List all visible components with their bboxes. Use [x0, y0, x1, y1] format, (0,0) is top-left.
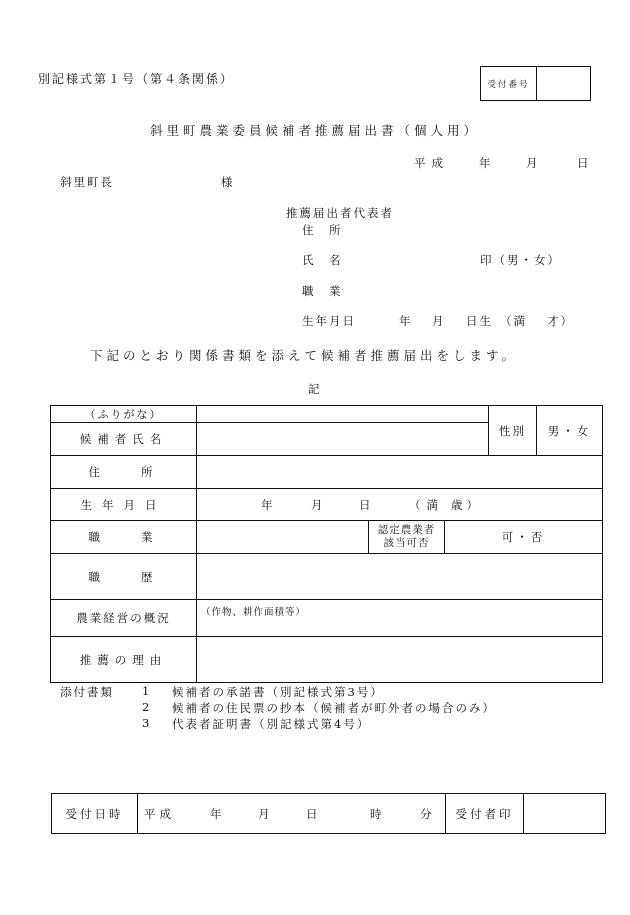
- attachment-num-3: 3: [142, 716, 150, 730]
- date-year: 年: [479, 156, 491, 170]
- date-era: 平成: [414, 156, 449, 170]
- submitter-address-label: 住 所: [302, 223, 343, 237]
- attachment-num-1: 1: [142, 684, 150, 698]
- submitter-heading: 推薦届出者代表者: [286, 206, 394, 220]
- submitter-birth-day: 日生: [466, 314, 493, 328]
- form-number: 別記様式第１号（第４条関係）: [38, 72, 235, 86]
- received-datetime-field[interactable]: [138, 794, 446, 834]
- receipt-number-label: 受付番号: [481, 67, 537, 101]
- submitter-seal-sex: 印（男・女）: [480, 253, 561, 267]
- reason-field[interactable]: [197, 637, 603, 683]
- farm-overview-note: （作物、耕作面積等）: [201, 607, 307, 618]
- farm-overview-field[interactable]: [197, 600, 603, 637]
- career-label: 職 歴: [51, 554, 197, 600]
- receiver-seal-label: 受付者印: [446, 794, 524, 834]
- attachment-num-2: 2: [142, 700, 150, 714]
- birth-age-open: （満: [409, 497, 444, 512]
- addressee-name: 斜里町長: [60, 175, 114, 189]
- submitter-name-label: 氏 名: [302, 253, 343, 267]
- certified-farmer-line1: 認定農業者: [377, 524, 436, 536]
- received-month: 月: [258, 806, 270, 821]
- statement: 下記のとおり関係書類を添えて候補者推薦届出をします。: [90, 348, 519, 363]
- certified-farmer-value[interactable]: 可・否: [445, 521, 603, 554]
- candidate-table: [50, 405, 603, 683]
- occupation-label: 職 業: [51, 521, 197, 554]
- sex-options[interactable]: 男・女: [537, 406, 603, 456]
- addressee-honorific: 様: [221, 175, 233, 189]
- birth-month: 月: [311, 497, 323, 512]
- received-datetime-label: 受付日時: [52, 794, 138, 834]
- receipt-number-field[interactable]: [537, 67, 591, 101]
- received-hour: 時: [370, 806, 382, 821]
- date-month: 月: [526, 156, 538, 170]
- submitter-birth-label: 生年月日: [302, 314, 356, 328]
- submitter-occupation-label: 職 業: [302, 284, 343, 298]
- birth-field[interactable]: [197, 489, 603, 521]
- receiver-seal-field[interactable]: [524, 794, 606, 834]
- furigana-field[interactable]: [197, 406, 489, 423]
- candidate-name-label: 候補者氏名: [51, 423, 197, 456]
- sex-label: 性別: [489, 406, 537, 456]
- ki-heading: 記: [308, 382, 320, 396]
- submitter-birth-year: 年: [399, 314, 411, 328]
- birth-label: 生年月日: [51, 489, 197, 521]
- submitter-age-close: 才）: [547, 314, 574, 328]
- address-field[interactable]: [197, 456, 603, 489]
- attachment-text-2: 候補者の住民票の抄本（候補者が町外者の場合のみ）: [172, 701, 496, 715]
- birth-age-close: 歳）: [451, 497, 482, 512]
- reception-table: [51, 793, 606, 834]
- farm-overview-label: 農業経営の概況: [51, 600, 197, 637]
- attachment-text-1: 候補者の承諾書（別記様式第3号）: [172, 685, 384, 699]
- submitter-birth-month: 月: [432, 314, 444, 328]
- occupation-field[interactable]: [197, 521, 369, 554]
- attachment-text-3: 代表者証明書（別記様式第4号）: [172, 717, 371, 731]
- address-label: 住 所: [51, 456, 197, 489]
- certified-farmer-label: [369, 521, 445, 554]
- received-era: 平成: [144, 806, 175, 821]
- birth-day: 日: [359, 497, 371, 512]
- submitter-age-open: （満: [500, 314, 527, 328]
- document-title: 斜里町農業委員候補者推薦届出書（個人用）: [150, 123, 481, 138]
- received-minute: 分: [420, 806, 432, 821]
- birth-year: 年: [261, 497, 273, 512]
- attachments-label: 添付書類: [60, 685, 114, 699]
- reason-label: 推薦の理由: [51, 637, 197, 683]
- date-day: 日: [577, 156, 589, 170]
- career-field[interactable]: [197, 554, 603, 600]
- candidate-name-field[interactable]: [197, 423, 489, 456]
- furigana-label: （ふりがな）: [51, 406, 197, 423]
- received-day: 日: [306, 806, 318, 821]
- certified-farmer-line2: 該当可否: [383, 537, 430, 549]
- received-year: 年: [210, 806, 222, 821]
- receipt-number-box: [480, 66, 591, 101]
